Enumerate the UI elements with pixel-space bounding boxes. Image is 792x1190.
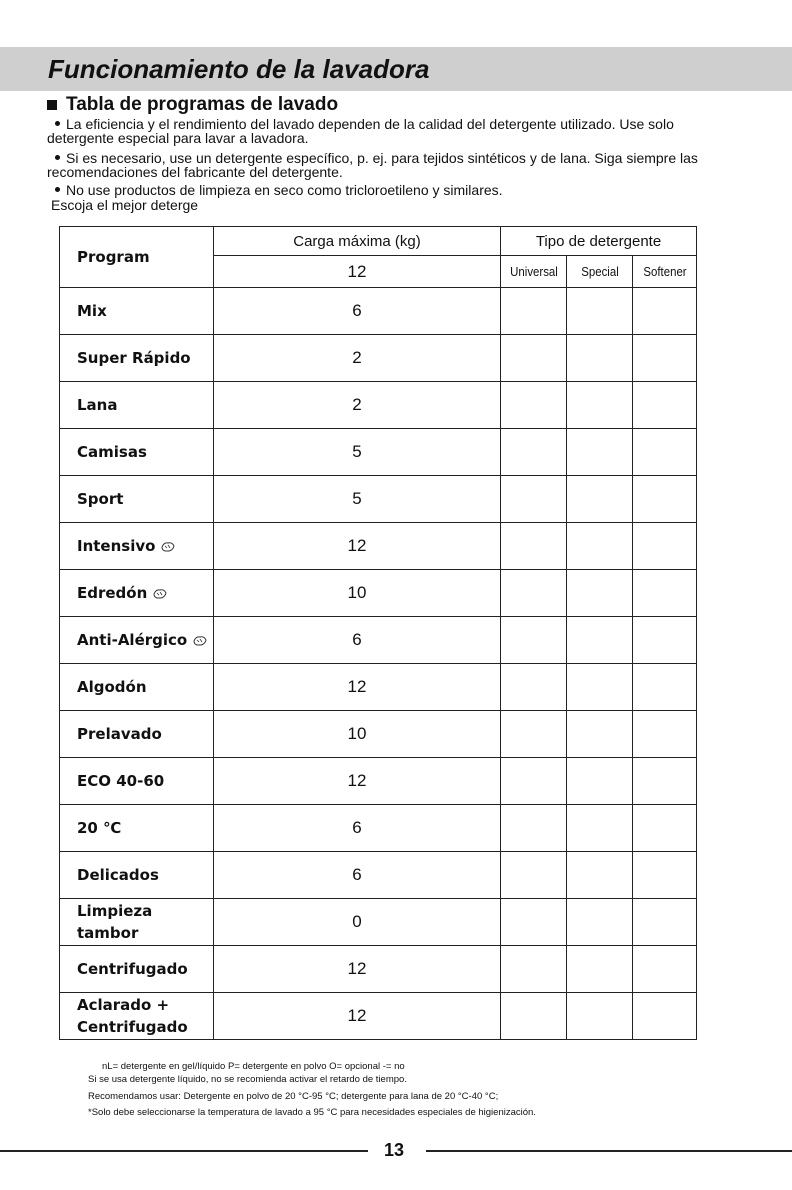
note-95: *Solo debe seleccionarse la temperatura de lavado a 95 °C para necesidades especiales de higienización. [88, 1107, 536, 1118]
paragraph-text: Escoja el mejor deterge [51, 197, 199, 213]
special-cell [567, 617, 633, 664]
table-row [60, 946, 697, 993]
max-load: 2 [214, 335, 501, 382]
program-name-text: Anti-Alérgico [77, 631, 188, 649]
max-load: 12 [214, 993, 501, 1040]
universal-cell [501, 335, 567, 382]
max-load: 12 [214, 946, 501, 993]
section-heading [47, 94, 338, 116]
paragraph-text: Si es necesario, use un detergente específico, p. ej. para tejidos sintéticos y de lana. Siga siempre las [66, 150, 698, 166]
square-bullet-icon [47, 100, 57, 110]
special-cell [567, 429, 633, 476]
table-row [60, 805, 697, 852]
softener-cell [633, 899, 697, 946]
max-load: 0 [214, 899, 501, 946]
program-name [60, 523, 214, 570]
table-row [60, 617, 697, 664]
universal-cell [501, 382, 567, 429]
special-cell [567, 758, 633, 805]
header-detergent: Tipo de detergente [501, 227, 697, 256]
special-cell [567, 711, 633, 758]
softener-cell [633, 617, 697, 664]
program-name [60, 288, 214, 335]
hand-wash-icon [161, 541, 175, 553]
section-title: Tabla de programas de lavado [66, 94, 339, 115]
special-cell [567, 382, 633, 429]
program-name [60, 711, 214, 758]
table-row [60, 758, 697, 805]
universal-cell [501, 476, 567, 523]
universal-cell [501, 664, 567, 711]
program-name-text: Algodón [77, 678, 147, 696]
max-load: 12 [214, 523, 501, 570]
softener-cell [633, 523, 697, 570]
footer-divider-right [426, 1150, 792, 1152]
softener-cell [633, 711, 697, 758]
hand-wash-icon [193, 635, 207, 647]
paragraph-1 [47, 117, 674, 145]
max-load: 2 [214, 382, 501, 429]
program-name-text: Mix [77, 302, 107, 320]
max-load: 12 [214, 664, 501, 711]
table-row [60, 711, 697, 758]
program-name [60, 758, 214, 805]
softener-cell [633, 993, 697, 1040]
special-cell [567, 805, 633, 852]
table-row [60, 664, 697, 711]
program-name-text: Intensivo [77, 537, 156, 555]
program-name-text: Lana [77, 396, 118, 414]
header-load-value: 12 [214, 256, 501, 288]
footer-divider-left [0, 1150, 368, 1152]
special-cell [567, 993, 633, 1040]
special-cell [567, 899, 633, 946]
max-load: 6 [214, 805, 501, 852]
universal-cell [501, 899, 567, 946]
program-name-text: Edredón [77, 584, 148, 602]
universal-cell [501, 758, 567, 805]
paragraph-text: No use productos de limpieza en seco como tricloroetileno y similares. [66, 182, 503, 198]
max-load: 6 [214, 852, 501, 899]
program-name [60, 382, 214, 429]
max-load: 6 [214, 617, 501, 664]
program-name-text: Prelavado [77, 725, 162, 743]
universal-cell [501, 570, 567, 617]
universal-cell [501, 617, 567, 664]
program-name-text: Super Rápido [77, 349, 191, 367]
header-program: Program [60, 227, 214, 288]
table-row [60, 382, 697, 429]
table-row [60, 899, 697, 946]
paragraph-text: detergente especial para lavar a lavadora. [47, 130, 309, 146]
program-name-text: Aclarado + Centrifugado [77, 996, 188, 1036]
program-name [60, 617, 214, 664]
header-universal: Universal [504, 256, 562, 288]
paragraph-2 [47, 151, 698, 179]
universal-cell [501, 993, 567, 1040]
paragraph-text: La eficiencia y el rendimiento del lavado dependen de la calidad del detergente utilizado. Use solo [66, 116, 674, 132]
program-name-text: Camisas [77, 443, 147, 461]
max-load: 12 [214, 758, 501, 805]
program-name-text: Centrifugado [77, 960, 188, 978]
max-load: 5 [214, 429, 501, 476]
softener-cell [633, 852, 697, 899]
program-table [59, 226, 697, 1040]
softener-cell [633, 429, 697, 476]
program-name [60, 664, 214, 711]
softener-cell [633, 664, 697, 711]
paragraph-3 [47, 183, 503, 197]
universal-cell [501, 852, 567, 899]
program-name [60, 335, 214, 382]
softener-cell [633, 758, 697, 805]
program-name [60, 993, 214, 1040]
max-load: 10 [214, 711, 501, 758]
universal-cell [501, 523, 567, 570]
max-load: 10 [214, 570, 501, 617]
special-cell [567, 946, 633, 993]
table-row [60, 288, 697, 335]
program-name-text: 20 ℃ [77, 819, 122, 837]
program-name-text: Sport [77, 490, 124, 508]
table-row [60, 429, 697, 476]
table-row [60, 570, 697, 617]
softener-cell [633, 382, 697, 429]
special-cell [567, 570, 633, 617]
header-softener: Softener [636, 256, 692, 288]
paragraph-text: recomendaciones del fabricante del detergente. [47, 164, 343, 180]
header-load: Carga máxima (kg) [214, 227, 501, 256]
note-legend: nL= detergente en gel/líquido P= detergente en polvo O= opcional -= no [102, 1061, 405, 1072]
program-name [60, 429, 214, 476]
hand-wash-icon [153, 588, 167, 600]
universal-cell [501, 805, 567, 852]
paragraph-4 [51, 198, 198, 212]
universal-cell [501, 429, 567, 476]
universal-cell [501, 288, 567, 335]
max-load: 5 [214, 476, 501, 523]
program-name [60, 570, 214, 617]
max-load: 6 [214, 288, 501, 335]
program-name [60, 476, 214, 523]
softener-cell [633, 805, 697, 852]
note-liquid: Si se usa detergente líquido, no se recomienda activar el retardo de tiempo. [88, 1074, 407, 1085]
softener-cell [633, 288, 697, 335]
table-row [60, 476, 697, 523]
special-cell [567, 335, 633, 382]
program-name [60, 805, 214, 852]
title-bar [0, 47, 792, 91]
bullet-icon [55, 187, 60, 192]
header-special: Special [570, 256, 628, 288]
bullet-icon [55, 121, 60, 126]
special-cell [567, 476, 633, 523]
special-cell [567, 288, 633, 335]
note-recommend: Recomendamos usar: Detergente en polvo de 20 °C-95 °C; detergente para lana de 20 °C-40 °C; [88, 1091, 499, 1102]
special-cell [567, 664, 633, 711]
softener-cell [633, 570, 697, 617]
program-name-text: Limpieza tambor [77, 902, 153, 942]
special-cell [567, 523, 633, 570]
program-name [60, 852, 214, 899]
table-row [60, 523, 697, 570]
table-row [60, 852, 697, 899]
table-row [60, 993, 697, 1040]
table-row [60, 335, 697, 382]
program-name-text: Delicados [77, 866, 159, 884]
softener-cell [633, 946, 697, 993]
softener-cell [633, 335, 697, 382]
special-cell [567, 852, 633, 899]
universal-cell [501, 711, 567, 758]
softener-cell [633, 476, 697, 523]
page-number: 13 [384, 1140, 405, 1160]
universal-cell [501, 946, 567, 993]
program-name [60, 899, 214, 946]
page-title: Funcionamiento de la lavadora [48, 54, 430, 84]
bullet-icon [55, 155, 60, 160]
program-name [60, 946, 214, 993]
program-name-text: ECO 40-60 [77, 772, 165, 790]
